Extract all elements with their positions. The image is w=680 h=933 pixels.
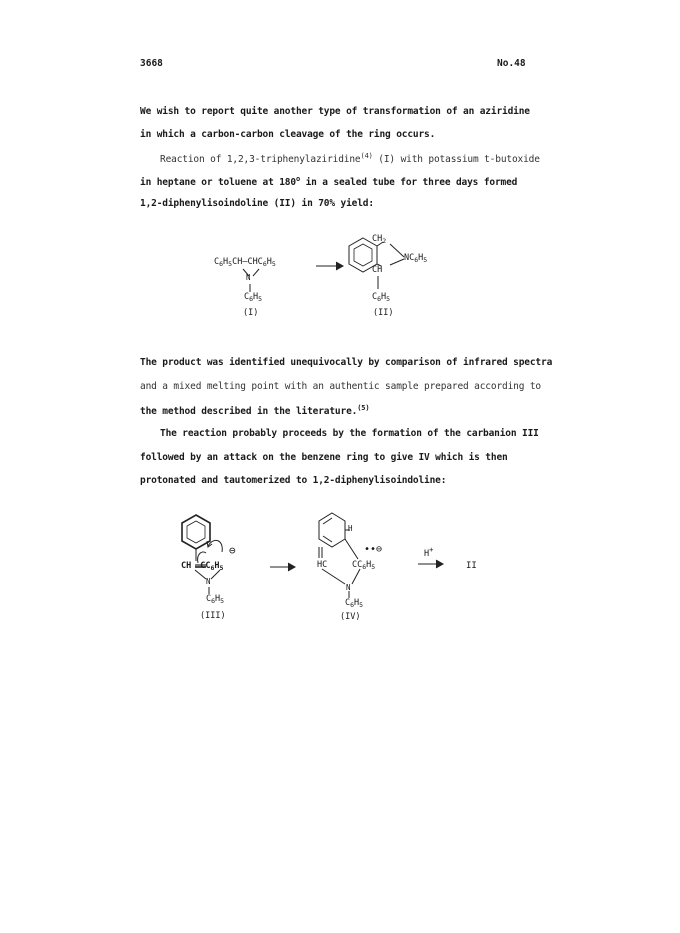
text-span: H [223, 257, 229, 267]
label-compound-III: (III) [200, 611, 226, 621]
para2-line6: protonated and tautomerized to 1,2-diphenylisoindoline: [140, 475, 447, 486]
subscript: 5 [371, 563, 376, 571]
para2-line5: followed by an attack on the benzene ring to give IV which is then [140, 452, 508, 463]
text-span: CC [200, 561, 211, 571]
text-span: C [244, 292, 250, 302]
text-span: the method described in the literature. [140, 406, 358, 417]
subscript: 5 [258, 295, 263, 303]
subscript: 5 [359, 601, 364, 609]
label-compound-IV: (IV) [340, 612, 361, 622]
text-span: C [345, 598, 351, 608]
subscript: 2 [382, 237, 387, 245]
reference-5: (5) [357, 404, 370, 412]
text-span: CH—CHC [232, 257, 263, 267]
text-span: H [366, 560, 372, 570]
subscript: 6 [262, 260, 267, 268]
nitrogen-atom-I: N [246, 273, 251, 282]
text-span: H [381, 292, 387, 302]
para2-line2: and a mixed melting point with an authentic sample prepared according to [140, 381, 542, 392]
subscript: 6 [210, 564, 215, 572]
text-span: H [354, 598, 360, 608]
para1-line2: in which a carbon-carbon cleavage of the ring occurs. [140, 129, 436, 140]
subscript: 5 [271, 260, 276, 268]
text-span: (I) with potassium t-butoxide [372, 154, 540, 165]
reference-4: (4) [360, 152, 373, 160]
text-span: H [266, 257, 272, 267]
text-span: in heptane or toluene at 180 [140, 177, 296, 188]
subscript: 5 [423, 256, 428, 264]
subscript: 6 [350, 601, 355, 609]
subscript: 6 [377, 295, 382, 303]
subscript: 6 [211, 597, 216, 605]
para2-line4: The reaction probably proceeds by the formation of the carbanion III [160, 428, 539, 439]
subscript: 6 [362, 563, 367, 571]
subscript: 6 [249, 295, 254, 303]
para1-line5: 1,2-diphenylisoindoline (II) in 70% yield: [140, 198, 374, 209]
superscript: + [429, 546, 434, 554]
text-span: CH [181, 561, 192, 571]
text-span: Reaction of 1,2,3-triphenylaziridine [160, 154, 361, 165]
text-span: H [418, 253, 424, 263]
text-span: in a sealed tube for three days formed [300, 177, 518, 188]
text-span: CH [372, 234, 383, 244]
degree-mark: o [295, 175, 301, 183]
page-number: 3668 [140, 58, 163, 69]
carbanion-charge-III: ⊖ [229, 544, 236, 557]
product-label: II [466, 561, 477, 571]
subscript: 6 [414, 256, 419, 264]
subscript: 5 [386, 295, 391, 303]
para2-line1: The product was identified unequivocally by comparison of infrared spectra [140, 357, 553, 368]
ch-group: CH [372, 265, 383, 275]
text-span: C [206, 594, 212, 604]
iv-hydrogen: H [348, 524, 353, 533]
text-span: H [214, 561, 220, 571]
subscript: 6 [219, 260, 224, 268]
issue-number: No.48 [497, 58, 526, 69]
iv-hc-group: HC [317, 560, 328, 570]
label-compound-I: (I) [243, 308, 259, 318]
text-span: H [253, 292, 259, 302]
label-compound-II: (II) [373, 308, 394, 318]
nitrogen-atom-III: N [206, 577, 211, 586]
carbanion-charge-IV: ••⊖ [364, 544, 383, 555]
subscript: 5 [228, 260, 233, 268]
para1-line1: We wish to report quite another type of transformation of an aziridine [140, 106, 530, 117]
text-span: NC [404, 253, 415, 263]
text-span: CC [352, 560, 363, 570]
text-span: H [424, 549, 430, 559]
nitrogen-atom-IV: N [346, 583, 351, 592]
text-span: C [372, 292, 378, 302]
subscript: 5 [220, 597, 225, 605]
text-span: C [214, 257, 220, 267]
subscript: 5 [219, 564, 224, 572]
text-span: H [215, 594, 221, 604]
